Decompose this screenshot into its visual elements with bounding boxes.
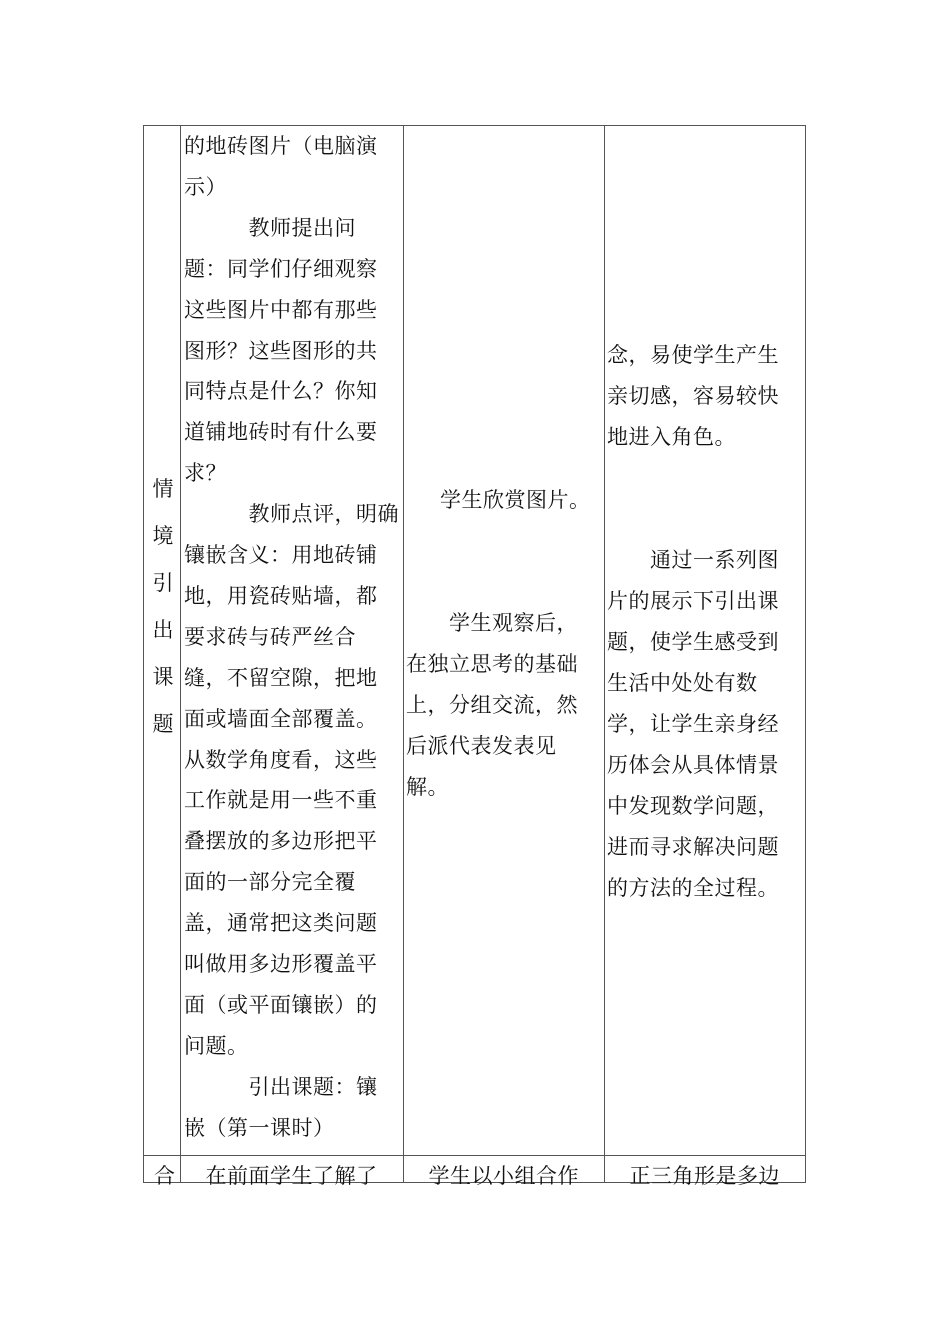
design-intent-line: 的方法的全过程。 — [607, 876, 779, 900]
teacher-activity-line: 面或墙面全部覆盖。 — [184, 706, 378, 731]
teacher-activity-line: 教师点评，明确 — [184, 502, 399, 527]
teacher-activity-line: 盖，通常把这类问题 — [184, 911, 378, 936]
column-divider — [180, 126, 181, 1182]
design-intent-line: 念，易使学生产生 — [607, 343, 779, 367]
lesson-plan-table — [143, 125, 806, 1188]
teacher-activity-line: 的地砖图片（电脑演 — [184, 134, 378, 158]
column-divider — [604, 126, 605, 1182]
teacher-activity-line: 道铺地砖时有什么要 — [184, 420, 378, 445]
teacher-activity-line: 题：同学们仔细观察 — [184, 256, 378, 281]
design-intent-line: 学，让学生亲身经 — [607, 712, 779, 736]
design-intent-line: 生活中处处有数 — [607, 671, 758, 695]
design-intent-line: 历体会从具体情景 — [607, 753, 779, 777]
bottom-row-intent: 正三角形是多边 — [608, 1164, 780, 1188]
teacher-activity-line: 嵌（第一课时） — [184, 1115, 335, 1140]
teacher-activity-line: 要求砖与砖严丝合 — [184, 624, 356, 649]
teacher-activity-line: 叫做用多边形覆盖平 — [184, 952, 378, 976]
student-activity-line: 后派代表发表见 — [406, 734, 557, 758]
section-label-char: 境 — [152, 524, 174, 548]
design-intent-line: 题，使学生感受到 — [607, 630, 779, 654]
teacher-activity-line: 引出课题：镶 — [184, 1074, 378, 1099]
student-activity-line: 在独立思考的基础 — [406, 652, 578, 676]
teacher-activity-line: 示） — [184, 174, 227, 199]
bottom-row-teacher: 在前面学生了解了 — [184, 1164, 378, 1188]
teacher-activity-line: 地，用瓷砖贴墙，都 — [184, 583, 378, 608]
design-intent-line: 通过一系列图 — [607, 548, 779, 572]
design-intent-line: 进而寻求解决问题 — [607, 835, 779, 859]
teacher-activity-line: 面（或平面镶嵌）的 — [184, 992, 378, 1017]
teacher-activity-line: 这些图片中都有那些 — [184, 297, 378, 322]
teacher-activity-line: 缝，不留空隙，把地 — [184, 665, 378, 690]
design-intent-line: 片的展示下引出课 — [607, 589, 779, 613]
teacher-activity-line: 面的一部分完全覆 — [184, 870, 356, 895]
teacher-activity-line: 从数学角度看，这些 — [184, 747, 378, 772]
bottom-row-student: 学生以小组合作 — [407, 1164, 579, 1188]
bottom-row-label: 合 — [154, 1164, 176, 1188]
student-activity-line: 学生观察后， — [406, 611, 578, 635]
teacher-activity-line: 同特点是什么？你知 — [184, 379, 378, 404]
section-label-char: 引 — [152, 571, 174, 595]
teacher-activity-line: 问题。 — [184, 1033, 249, 1058]
section-label-char: 题 — [152, 712, 174, 736]
design-intent-line: 亲切感，容易较快 — [607, 384, 779, 408]
student-activity-text: 学生欣赏图片。 — [440, 488, 591, 512]
teacher-activity-line: 求？ — [184, 461, 227, 486]
teacher-activity-line: 图形？这些图形的共 — [184, 338, 378, 363]
teacher-activity-line: 镶嵌含义：用地砖铺 — [184, 543, 378, 567]
student-activity-line: 上，分组交流，然 — [406, 693, 578, 717]
column-divider — [403, 126, 404, 1182]
teacher-activity-line: 工作就是用一些不重 — [184, 788, 378, 813]
section-label-char: 课 — [152, 665, 174, 689]
student-activity-line: 解。 — [406, 775, 449, 799]
design-intent-line: 中发现数学问题， — [607, 794, 779, 818]
section-label-char: 情 — [152, 477, 174, 501]
section-label-char: 出 — [152, 618, 174, 642]
teacher-activity-line: 叠摆放的多边形把平 — [184, 829, 378, 854]
design-intent-line: 地进入角色。 — [607, 425, 736, 449]
teacher-activity-line: 教师提出问 — [184, 215, 356, 240]
